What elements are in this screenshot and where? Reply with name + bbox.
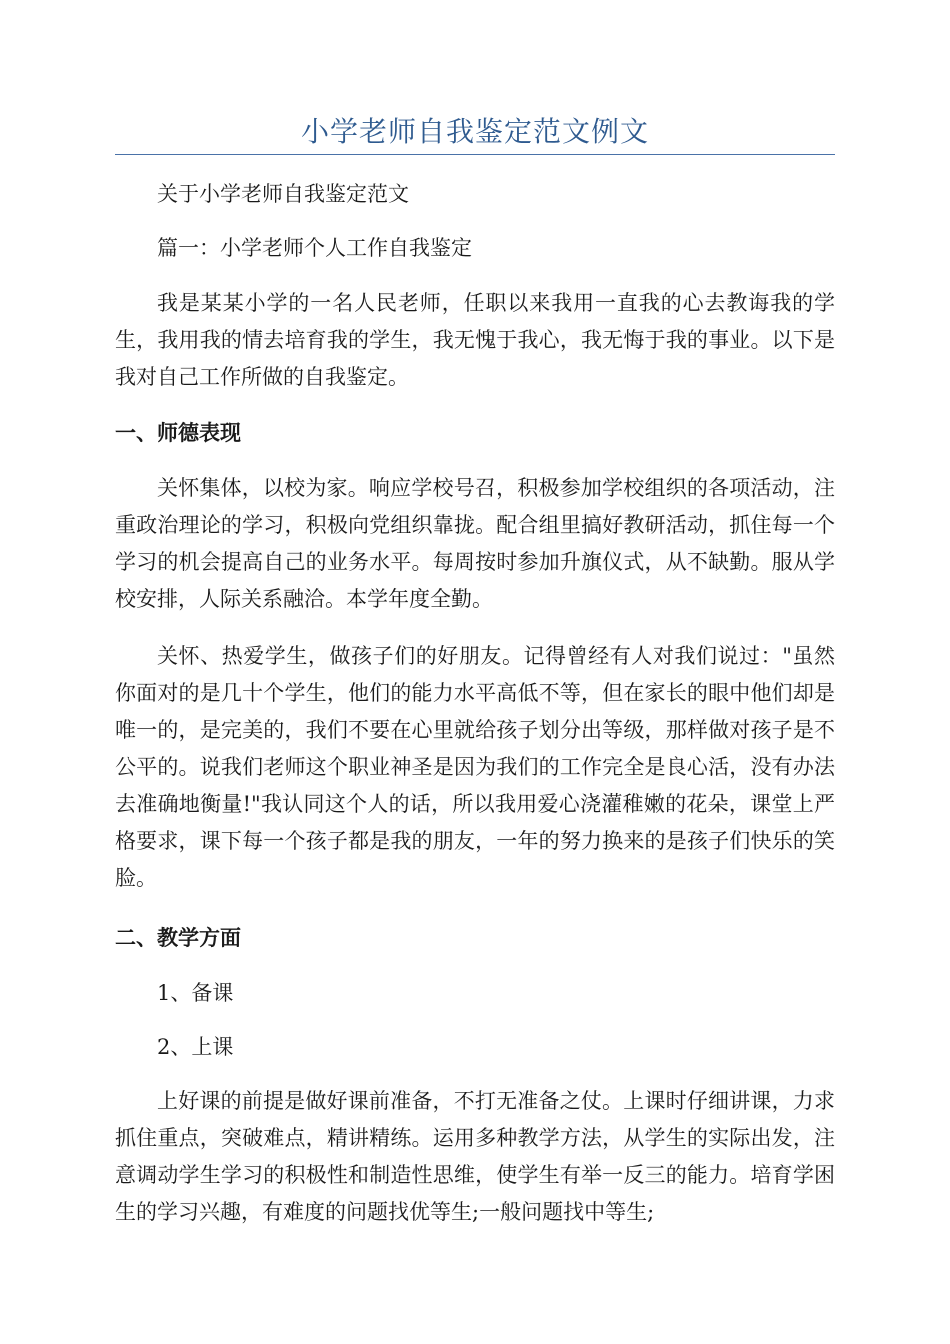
paragraph-opening: 我是某某小学的一名人民老师，任职以来我用一直我的心去教诲我的学生，我用我的情去培育我的学生，我无愧于我心，我无悔于我的事业。以下是我对自己工作所做的自我鉴定。 [115,291,835,389]
paragraph-intro: 关于小学老师自我鉴定范文 [157,182,409,206]
document-title: 小学老师自我鉴定范文例文 [300,115,649,148]
section-heading-teaching: 二、教学方面 [115,926,241,950]
paragraph-chapter-one: 篇一：小学老师个人工作自我鉴定 [157,236,472,260]
list-item-class: 2、上课 [157,1035,234,1059]
list-item-prepare: 1、备课 [157,981,234,1005]
title-underline [115,154,835,155]
paragraph-ethics-students: 关怀、热爱学生，做孩子们的好朋友。记得曾经有人对我们说过："虽然你面对的是几十个学生，他们的能力水平高低不等，但在家长的眼中他们却是唯一的，是完美的，我们不要在心里就给孩子划分出等级，那样做对孩子是不公平的。说我们老师这个职业神圣是因为我们的工作完全是良心活，没有办法去准确地衡量!"我认同这个人的话，所以我用爱心浇灌稚嫩的花朵，课堂上严格要求，课下每一个孩子都是我的朋友，一年的努力换来的是孩子们快乐的笑脸。 [115,644,835,890]
paragraph-ethics-collective: 关怀集体，以校为家。响应学校号召，积极参加学校组织的各项活动，注重政治理论的学习，积极向党组织靠拢。配合组里搞好教研活动，抓住每一个学习的机会提高自己的业务水平。每周按时参加升旗仪式，从不缺勤。服从学校安排，人际关系融洽。本学年度全勤。 [115,476,835,611]
paragraph-class-detail: 上好课的前提是做好课前准备，不打无准备之仗。上课时仔细讲课，力求抓住重点，突破难点，精讲精练。运用多种教学方法，从学生的实际出发，注意调动学生学习的积极性和制造性思维，使学生有举一反三的能力。培育学困生的学习兴趣，有难度的问题找优等生;一般问题找中等生; [115,1089,835,1224]
section-heading-ethics: 一、师德表现 [115,421,241,445]
